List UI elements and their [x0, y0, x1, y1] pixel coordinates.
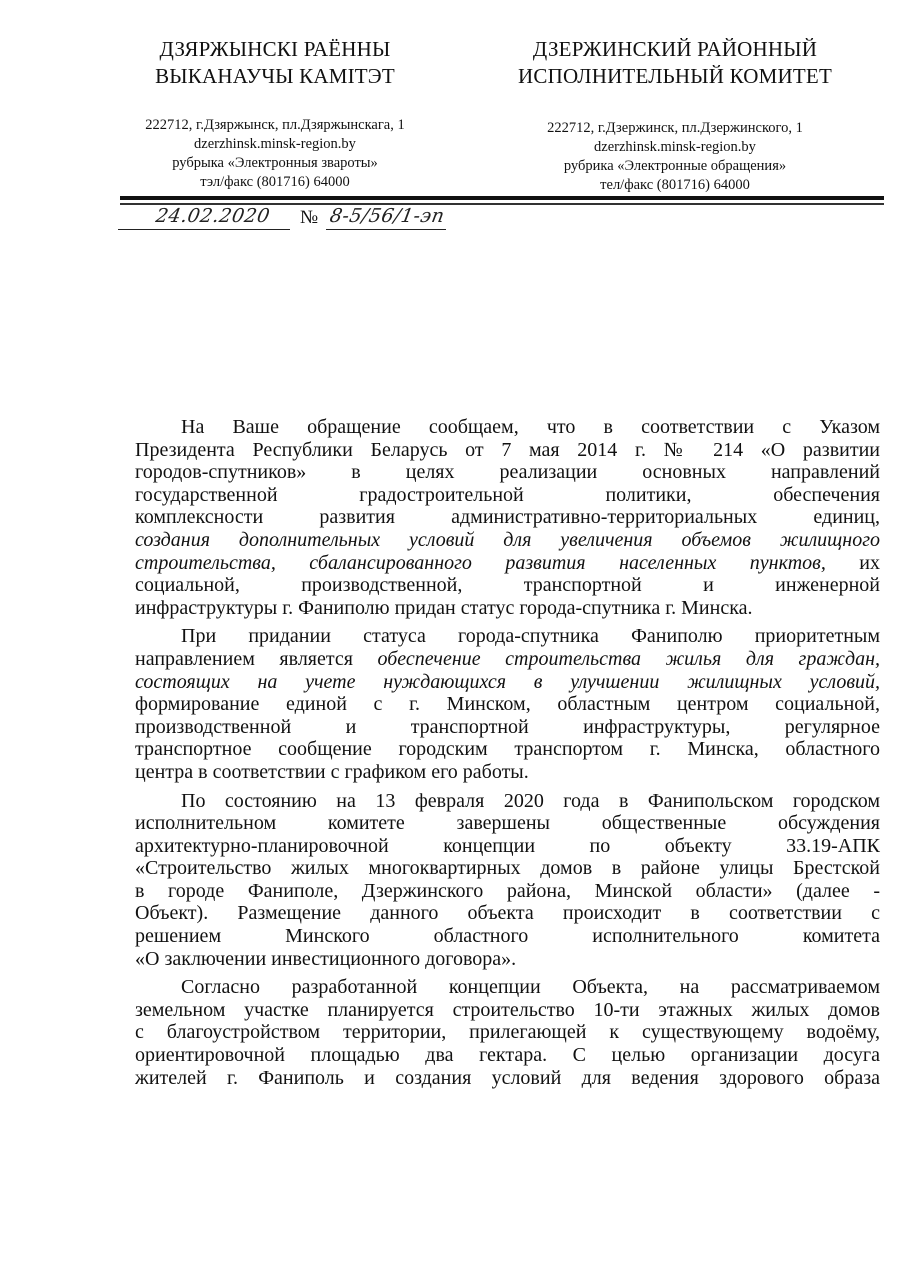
text-line — [135, 648, 880, 671]
italic-text: строительства, сбалансированного развития населенных пунктов, — [135, 551, 826, 574]
text: формирование единой с г. Минском, областным центром социальной, — [135, 693, 880, 716]
text-line — [135, 716, 880, 739]
text: ориентировочной площадью два гектара. С целью организации досуга — [135, 1044, 880, 1067]
address-line: 222712, г.Дзяржынск, пл.Дзяржынскага, 1 — [145, 117, 405, 133]
text: Согласно разработанной концепции Объекта, на рассматриваемом — [181, 976, 880, 999]
paragraph — [135, 976, 880, 1089]
letter-body — [135, 416, 880, 1095]
text-line — [135, 597, 880, 620]
org-name-by — [95, 36, 455, 90]
text-line — [135, 552, 880, 575]
text-line — [135, 880, 880, 903]
org-name-line: ДЗЕРЖИНСКИЙ РАЙОННЫЙ — [532, 37, 818, 61]
text-line — [135, 416, 880, 439]
italic-text: состоящих на учете нуждающихся в улучшении жилищных условий, — [135, 670, 880, 693]
website: dzerzhinsk.minsk-region.by — [594, 139, 756, 155]
text: исполнительном комитете завершены общественные обсуждения — [135, 812, 880, 835]
text-line — [135, 506, 880, 529]
text-line — [135, 925, 880, 948]
text: земельном участке планируется строительство 10-ти этажных жилых домов — [135, 998, 880, 1021]
text-line — [135, 761, 880, 784]
text: их — [825, 551, 880, 574]
text: По состоянию на 13 февраля 2020 года в Фанипольском городском — [181, 789, 880, 812]
italic-text: обеспечение строительства жилья для граждан, — [377, 647, 880, 670]
text-line — [135, 1044, 880, 1067]
org-name-line: ВЫКАНАУЧЫ КАМІТЭТ — [155, 64, 395, 88]
text-line — [135, 948, 880, 971]
phone-fax: тел/факс (801716) 64000 — [600, 177, 750, 193]
text: транспортное сообщение городским транспортом г. Минска, областного — [135, 738, 880, 761]
text-line — [135, 671, 880, 694]
text: Объект). Размещение данного объекта происходит в соответствии с — [135, 902, 880, 925]
date-underline — [118, 229, 290, 230]
text: государственной градостроительной политики, обеспечения — [135, 483, 880, 506]
text: с благоустройством территории, прилегающей к существующему водоёму, — [135, 1021, 880, 1044]
text: инфраструктуры г. Фаниполю придан статус города-спутника г. Минска. — [135, 596, 753, 619]
text-line — [135, 625, 880, 648]
handwritten-date: 24.02.2020 — [154, 205, 272, 227]
text: производственной и транспортной инфраструктуры, регулярное — [135, 715, 880, 738]
rubric: рубрыка «Электронныя звароты» — [172, 155, 378, 171]
letterhead-russian — [470, 36, 880, 195]
text-line — [135, 439, 880, 462]
text-line — [135, 976, 880, 999]
registration-line — [118, 203, 878, 231]
letterhead-belarusian — [95, 36, 455, 192]
text: комплексности развития административно-территориальных единиц, — [135, 506, 880, 529]
number-underline — [326, 229, 446, 230]
text-line — [135, 999, 880, 1022]
text-line — [135, 461, 880, 484]
text-line — [135, 693, 880, 716]
paragraph — [135, 416, 880, 619]
org-name-line: ИСПОЛНИТЕЛЬНЫЙ КОМИТЕТ — [518, 64, 832, 88]
text-line — [135, 835, 880, 858]
address-line: 222712, г.Дзержинск, пл.Дзержинского, 1 — [547, 120, 803, 136]
text: направлением является — [135, 647, 378, 670]
website: dzerzhinsk.minsk-region.by — [194, 136, 356, 152]
text-line — [135, 1021, 880, 1044]
text-line — [135, 902, 880, 925]
rubric: рубрика «Электронные обращения» — [563, 158, 787, 174]
text: решением Минского областного исполнительного комитета — [135, 925, 880, 948]
text: городов-спутников» в целях реализации основных направлений — [135, 461, 880, 484]
paragraph — [135, 625, 880, 783]
italic-text: создания дополнительных условий для увеличения объемов жилищного — [135, 528, 880, 551]
org-address-ru — [470, 119, 880, 195]
text-line — [135, 812, 880, 835]
header-divider-thick — [120, 196, 884, 200]
text-line — [135, 574, 880, 597]
number-sign: № — [300, 207, 319, 228]
text: На Ваше обращение сообщаем, что в соответствии с Указом — [181, 416, 880, 438]
phone-fax: тэл/факс (801716) 64000 — [200, 174, 350, 190]
text: «О заключении инвестиционного договора». — [135, 947, 517, 970]
text-line — [135, 790, 880, 813]
text: жителей г. Фаниполь и создания условий для ведения здорового образа — [135, 1066, 880, 1089]
text: социальной, производственной, транспортной и инженерной — [135, 574, 880, 597]
text-line — [135, 738, 880, 761]
paragraph — [135, 790, 880, 971]
text-line — [135, 529, 880, 552]
text: При придании статуса города-спутника Фаниполю приоритетным — [181, 625, 880, 648]
org-name-ru — [470, 36, 880, 90]
org-address-by — [95, 116, 455, 192]
text-line — [135, 857, 880, 880]
text: Президента Республики Беларусь от 7 мая 2014 г. № 214 «О развитии — [135, 438, 880, 461]
text-line — [135, 484, 880, 507]
org-name-line: ДЗЯРЖЫНСКІ РАЁННЫ — [159, 37, 391, 61]
text: «Строительство жилых многоквартирных домов в районе улицы Брестской — [135, 857, 880, 880]
text: в городе Фаниполе, Дзержинского района, Минской области» (далее - — [135, 879, 880, 902]
handwritten-number: 8-5/56/1-эп — [328, 205, 447, 227]
text-line — [135, 1067, 880, 1090]
text: архитектурно-планировочной концепции по объекту 33.19-АПК — [135, 834, 880, 857]
text: центра в соответствии с графиком его работы. — [135, 760, 529, 783]
